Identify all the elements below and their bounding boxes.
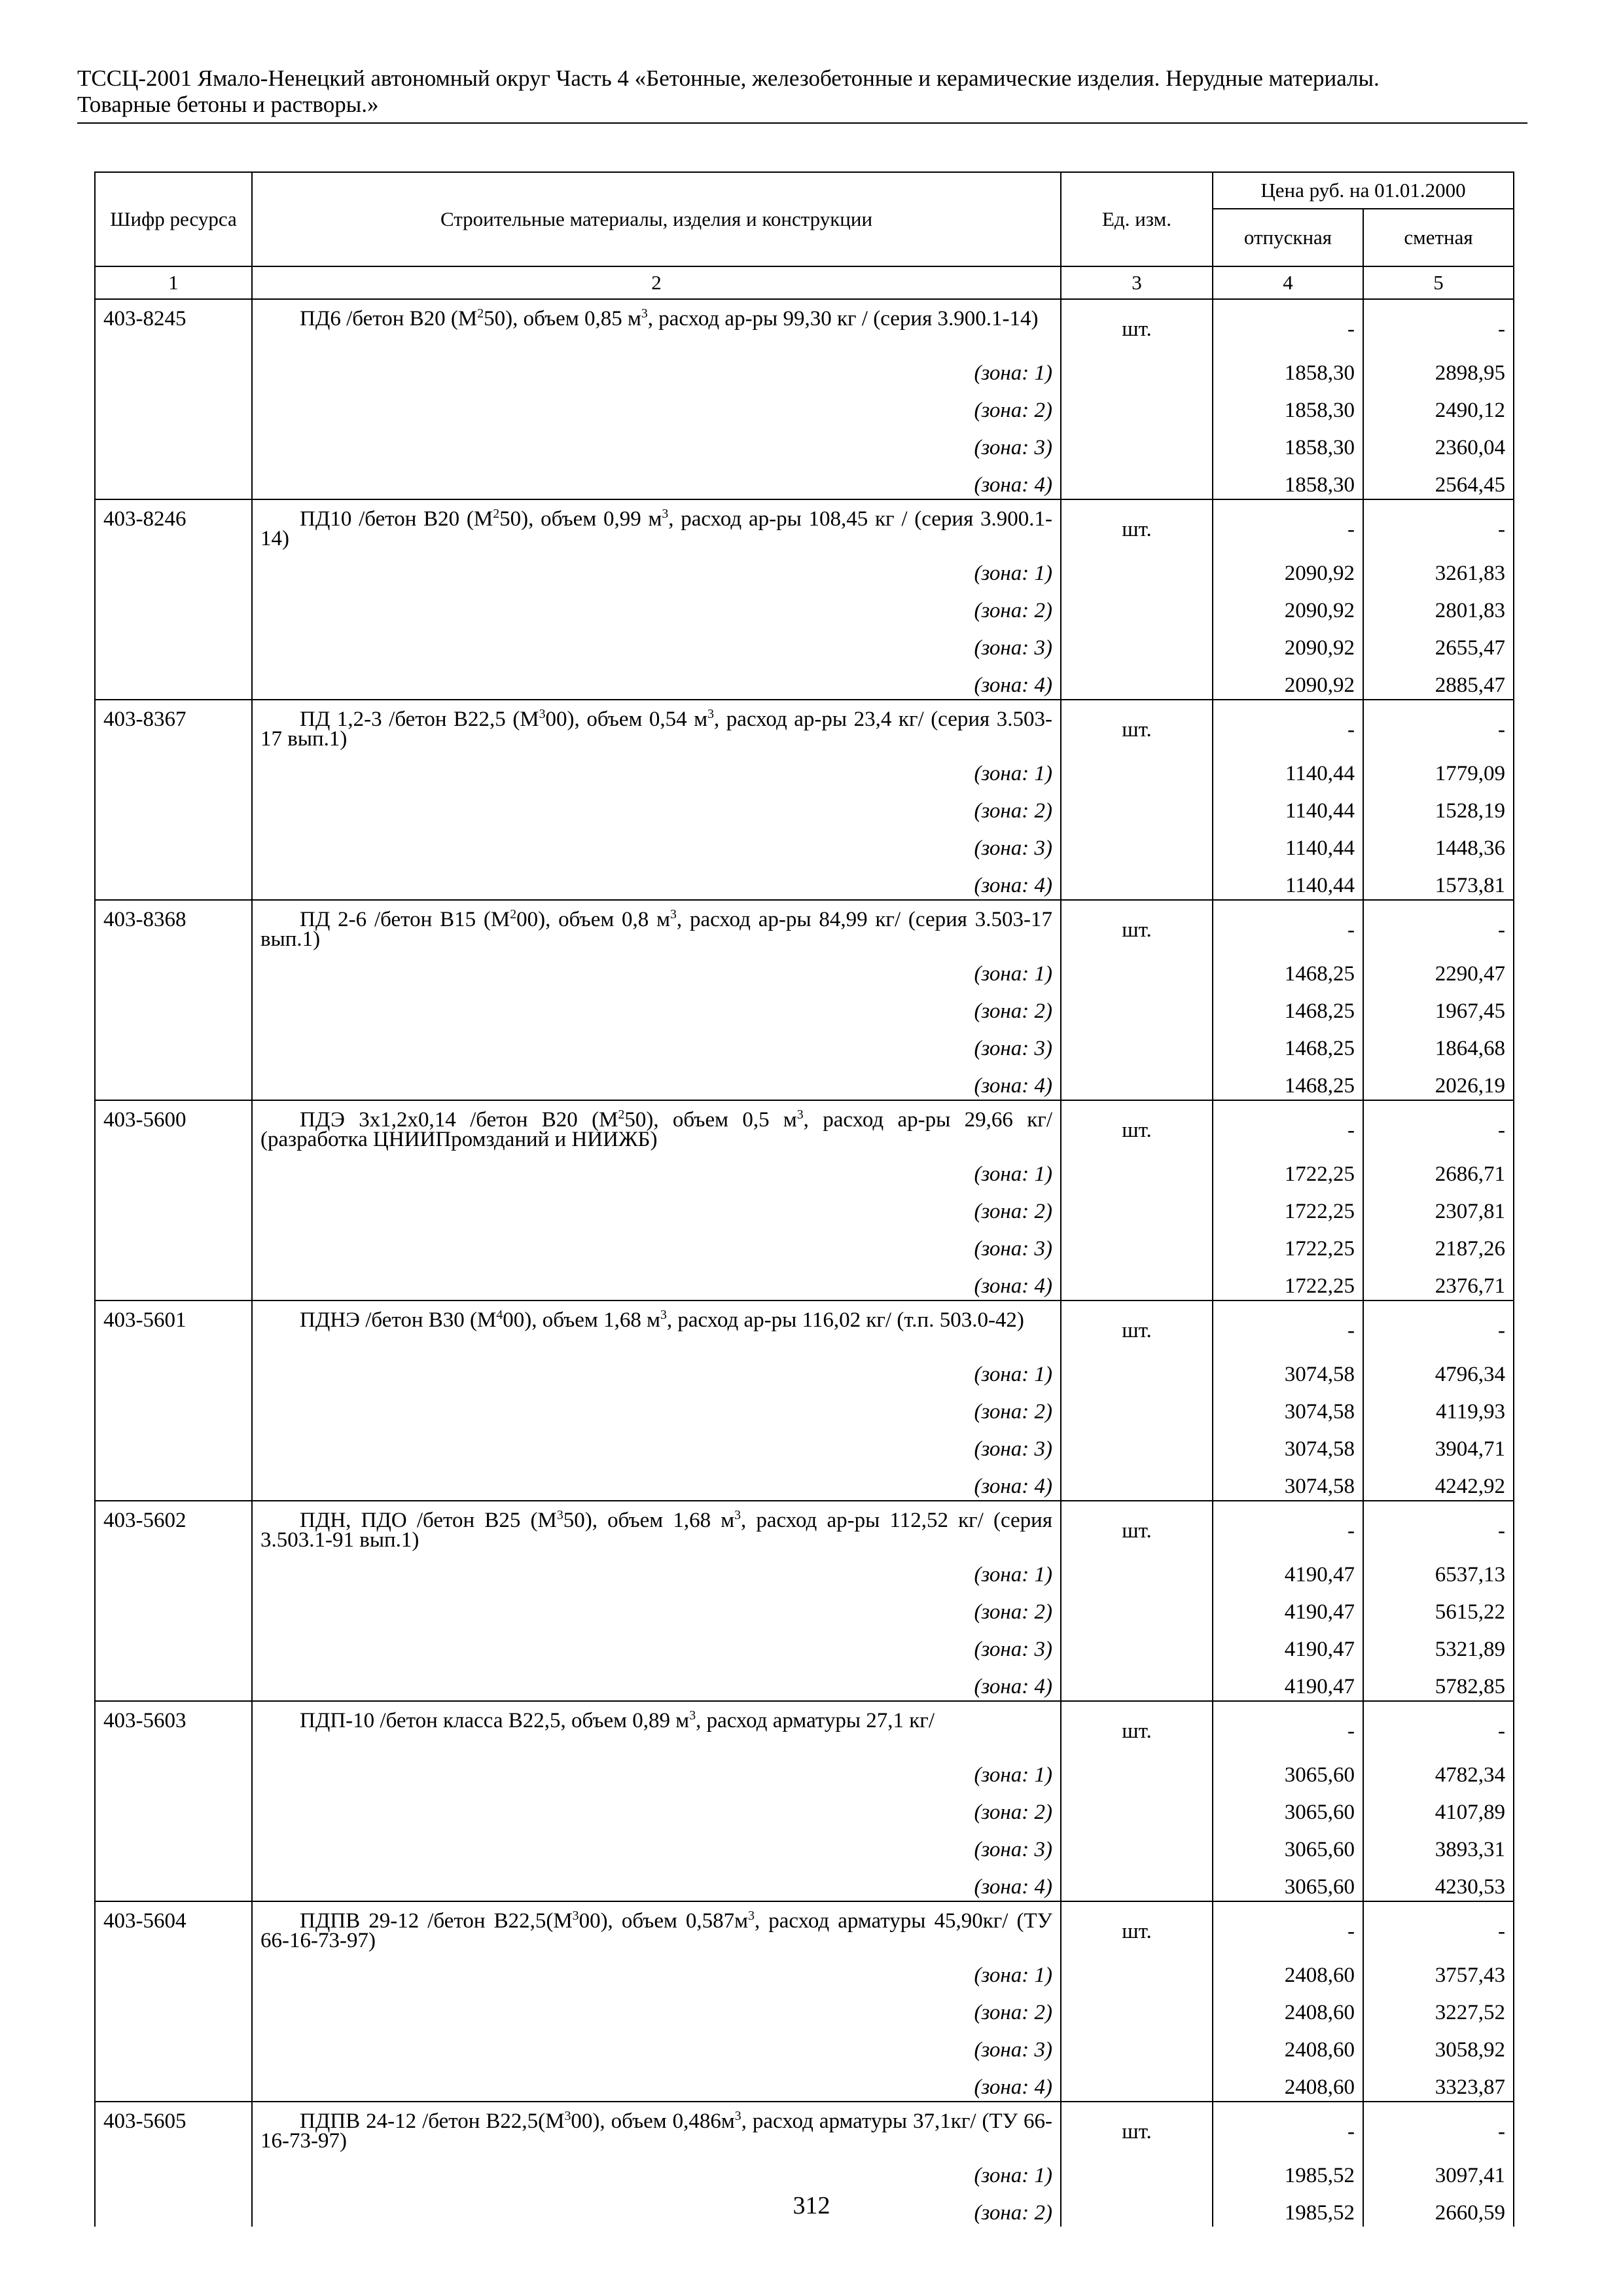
zone-row	[95, 1751, 1514, 1789]
zone-unit-cell	[1061, 1188, 1213, 1225]
zone-row	[95, 750, 1514, 787]
zone-estimate-price: 5615,22	[1363, 1588, 1514, 1626]
release-price: -	[1213, 1501, 1363, 1551]
zone-estimate-price: 4230,53	[1363, 1863, 1514, 1901]
zone-release-price: 1722,25	[1213, 1263, 1363, 1300]
zone-unit-cell	[1061, 587, 1213, 624]
estimate-price: -	[1363, 1501, 1514, 1551]
zone-estimate-price: 2026,19	[1363, 1062, 1514, 1100]
zone-unit-cell	[1061, 1626, 1213, 1663]
zone-label: (зона: 2)	[252, 387, 1061, 424]
zone-unit-cell	[1061, 1062, 1213, 1100]
zone-unit-cell	[1061, 1463, 1213, 1501]
zone-unit-cell	[1061, 1263, 1213, 1300]
zone-label: (зона: 3)	[252, 1426, 1061, 1463]
zone-unit-cell	[1061, 2026, 1213, 2064]
zone-label: (зона: 3)	[252, 1025, 1061, 1062]
zone-row	[95, 825, 1514, 862]
zone-label: (зона: 2)	[252, 1989, 1061, 2026]
zone-label: (зона: 4)	[252, 862, 1061, 900]
zone-label: (зона: 1)	[252, 1351, 1061, 1388]
zone-unit-cell	[1061, 1025, 1213, 1062]
resource-code: 403-8246	[95, 499, 252, 700]
zone-estimate-price: 3323,87	[1363, 2064, 1514, 2102]
release-price: -	[1213, 2102, 1363, 2152]
col-number-5: 5	[1363, 266, 1514, 299]
zone-row	[95, 988, 1514, 1025]
zone-label: (зона: 3)	[252, 1225, 1061, 1263]
zone-row	[95, 1626, 1514, 1663]
zone-unit-cell	[1061, 1151, 1213, 1188]
zone-unit-cell	[1061, 1663, 1213, 1701]
zone-unit-cell	[1061, 1989, 1213, 2026]
zone-label: (зона: 1)	[252, 1551, 1061, 1588]
zone-estimate-price: 2307,81	[1363, 1188, 1514, 1225]
zone-label: (зона: 2)	[252, 1588, 1061, 1626]
resource-unit: шт.	[1061, 1701, 1213, 1751]
resource-unit: шт.	[1061, 499, 1213, 550]
estimate-price: -	[1363, 499, 1514, 550]
zone-release-price: 4190,47	[1213, 1588, 1363, 1626]
zone-row	[95, 1989, 1514, 2026]
release-price: -	[1213, 700, 1363, 750]
zone-estimate-price: 3893,31	[1363, 1826, 1514, 1863]
zone-release-price: 2090,92	[1213, 624, 1363, 662]
table-row	[95, 1100, 1514, 1151]
resource-code: 403-8368	[95, 900, 252, 1100]
zone-row	[95, 350, 1514, 387]
resource-description: ПД10 /бетон В20 $(М^250)$, объем 0,99 $м^3$, расход ар-ры 108,45 кг / (серия 3.900.1-14)	[252, 499, 1061, 550]
zone-label: (зона: 1)	[252, 750, 1061, 787]
table-row	[95, 1701, 1514, 1751]
zone-row	[95, 1225, 1514, 1263]
resource-description: ПДПВ 24-12 /бетон $В22,5(М^300)$, объем $0,486м^3$, расход арматуры 37,1кг/ (ТУ 66-16-73-97)	[252, 2102, 1061, 2152]
col-header-name: Строительные материалы, изделия и конструкции	[252, 172, 1061, 266]
header-line-2: Товарные бетоны и растворы.»	[77, 92, 379, 117]
zone-row	[95, 1588, 1514, 1626]
zone-label: (зона: 4)	[252, 1663, 1061, 1701]
col-header-release: отпускная	[1213, 209, 1363, 266]
zone-unit-cell	[1061, 2152, 1213, 2189]
zone-unit-cell	[1061, 787, 1213, 825]
zone-unit-cell	[1061, 1388, 1213, 1426]
zone-unit-cell	[1061, 1751, 1213, 1789]
zone-release-price: 1140,44	[1213, 787, 1363, 825]
estimate-price: -	[1363, 700, 1514, 750]
zone-label: (зона: 2)	[252, 787, 1061, 825]
zone-unit-cell	[1061, 1351, 1213, 1388]
zone-release-price: 3065,60	[1213, 1789, 1363, 1826]
zone-label: (зона: 1)	[252, 1952, 1061, 1989]
zone-estimate-price: 1779,09	[1363, 750, 1514, 787]
zone-label: (зона: 3)	[252, 424, 1061, 461]
table-row	[95, 1300, 1514, 1351]
resource-description: ПД 2-6 /бетон В15 $(М^200)$, объем 0,8 $м^3$, расход ар-ры 84,99 кг/ (серия 3.503-17 вып.1)	[252, 900, 1061, 950]
zone-unit-cell	[1061, 1588, 1213, 1626]
release-price: -	[1213, 1701, 1363, 1751]
resource-code: 403-5605	[95, 2102, 252, 2227]
zone-estimate-price: 4782,34	[1363, 1751, 1514, 1789]
col-number-2: 2	[252, 266, 1061, 299]
zone-release-price: 3065,60	[1213, 1751, 1363, 1789]
zone-estimate-price: 2360,04	[1363, 424, 1514, 461]
zone-row	[95, 387, 1514, 424]
zone-release-price: 1468,25	[1213, 950, 1363, 988]
zone-label: (зона: 2)	[252, 1388, 1061, 1426]
estimate-price: -	[1363, 1300, 1514, 1351]
zone-row	[95, 1863, 1514, 1901]
zone-estimate-price: 2660,59	[1363, 2189, 1514, 2227]
zone-estimate-price: 5321,89	[1363, 1626, 1514, 1663]
zone-unit-cell	[1061, 1952, 1213, 1989]
resource-code: 403-8367	[95, 700, 252, 900]
release-price: -	[1213, 299, 1363, 350]
resource-unit: шт.	[1061, 900, 1213, 950]
zone-row	[95, 1025, 1514, 1062]
zone-estimate-price: 2490,12	[1363, 387, 1514, 424]
zone-unit-cell	[1061, 1826, 1213, 1863]
zone-label: (зона: 1)	[252, 2152, 1061, 2189]
zone-label: (зона: 1)	[252, 1151, 1061, 1188]
zone-row	[95, 1789, 1514, 1826]
resource-code: 403-5601	[95, 1300, 252, 1501]
zone-label: (зона: 1)	[252, 950, 1061, 988]
table-row	[95, 1501, 1514, 1551]
zone-estimate-price: 4242,92	[1363, 1463, 1514, 1501]
zone-release-price: 2408,60	[1213, 1989, 1363, 2026]
release-price: -	[1213, 900, 1363, 950]
resource-description: ПДНЭ /бетон В30 $(М^400)$, объем 1,68 $м^3$, расход ар-ры 116,02 кг/ (т.п. 503.0-42)	[252, 1300, 1061, 1351]
zone-release-price: 1858,30	[1213, 387, 1363, 424]
zone-label: (зона: 4)	[252, 1263, 1061, 1300]
zone-estimate-price: 4796,34	[1363, 1351, 1514, 1388]
zone-row	[95, 1151, 1514, 1188]
resource-description: ПДП-10 /бетон класса В22,5, объем 0,89 $м^3$, расход арматуры 27,1 кг/	[252, 1701, 1061, 1751]
zone-estimate-price: 4107,89	[1363, 1789, 1514, 1826]
zone-release-price: 2090,92	[1213, 662, 1363, 700]
zone-unit-cell	[1061, 2064, 1213, 2102]
zone-unit-cell	[1061, 825, 1213, 862]
zone-unit-cell	[1061, 350, 1213, 387]
zone-row	[95, 624, 1514, 662]
zone-label: (зона: 2)	[252, 1789, 1061, 1826]
resource-table	[94, 171, 1514, 2227]
zone-estimate-price: 3757,43	[1363, 1952, 1514, 1989]
table-row	[95, 700, 1514, 750]
zone-row	[95, 662, 1514, 700]
zone-row	[95, 787, 1514, 825]
zone-release-price: 3065,60	[1213, 1826, 1363, 1863]
zone-estimate-price: 3097,41	[1363, 2152, 1514, 2189]
zone-unit-cell	[1061, 1426, 1213, 1463]
zone-row	[95, 1263, 1514, 1300]
zone-estimate-price: 2686,71	[1363, 1151, 1514, 1188]
zone-unit-cell	[1061, 1863, 1213, 1901]
resource-description: ПДПВ 29-12 /бетон $В22,5(М^300)$, объем $0,587м^3$, расход арматуры 45,90кг/ (ТУ 66-16-73-97)	[252, 1901, 1061, 1952]
zone-row	[95, 424, 1514, 461]
resource-code: 403-5600	[95, 1100, 252, 1300]
zone-row	[95, 2152, 1514, 2189]
zone-release-price: 2090,92	[1213, 550, 1363, 587]
zone-row	[95, 461, 1514, 499]
zone-release-price: 1722,25	[1213, 1188, 1363, 1225]
zone-estimate-price: 4119,93	[1363, 1388, 1514, 1426]
zone-row	[95, 1663, 1514, 1701]
zone-release-price: 1722,25	[1213, 1151, 1363, 1188]
zone-release-price: 1140,44	[1213, 862, 1363, 900]
table-body	[95, 299, 1514, 2227]
resource-unit: шт.	[1061, 299, 1213, 350]
resource-unit: шт.	[1061, 2102, 1213, 2152]
zone-label: (зона: 3)	[252, 1826, 1061, 1863]
estimate-price: -	[1363, 299, 1514, 350]
resource-description: ПД 1,2-3 /бетон В22,5 $(М^300)$, объем 0,54 $м^3$, расход ар-ры 23,4 кг/ (серия 3.503-17 вып.1)	[252, 700, 1061, 750]
zone-row	[95, 1426, 1514, 1463]
zone-estimate-price: 3904,71	[1363, 1426, 1514, 1463]
zone-estimate-price: 1967,45	[1363, 988, 1514, 1025]
resource-description: ПД6 /бетон В20 $(М^250)$, объем 0,85 $м^3$, расход ар-ры 99,30 кг / (серия 3.900.1-14)	[252, 299, 1061, 350]
zone-label: (зона: 4)	[252, 461, 1061, 499]
table-row	[95, 900, 1514, 950]
release-price: -	[1213, 1100, 1363, 1151]
zone-estimate-price: 1528,19	[1363, 787, 1514, 825]
zone-release-price: 2090,92	[1213, 587, 1363, 624]
zone-release-price: 4190,47	[1213, 1626, 1363, 1663]
release-price: -	[1213, 1300, 1363, 1351]
zone-release-price: 1858,30	[1213, 424, 1363, 461]
zone-unit-cell	[1061, 1551, 1213, 1588]
zone-release-price: 2408,60	[1213, 2026, 1363, 2064]
col-header-estimate: сметная	[1363, 209, 1514, 266]
zone-row	[95, 1188, 1514, 1225]
zone-row	[95, 2064, 1514, 2102]
zone-estimate-price: 2187,26	[1363, 1225, 1514, 1263]
zone-row	[95, 862, 1514, 900]
table-row	[95, 2102, 1514, 2152]
zone-release-price: 2408,60	[1213, 2064, 1363, 2102]
zone-estimate-price: 2898,95	[1363, 350, 1514, 387]
resource-code: 403-8245	[95, 299, 252, 499]
zone-label: (зона: 2)	[252, 1188, 1061, 1225]
zone-label: (зона: 4)	[252, 1863, 1061, 1901]
zone-unit-cell	[1061, 988, 1213, 1025]
resource-unit: шт.	[1061, 1100, 1213, 1151]
zone-estimate-price: 1573,81	[1363, 862, 1514, 900]
zone-release-price: 1985,52	[1213, 2189, 1363, 2227]
zone-estimate-price: 2801,83	[1363, 587, 1514, 624]
zone-estimate-price: 2290,47	[1363, 950, 1514, 988]
zone-label: (зона: 2)	[252, 587, 1061, 624]
zone-estimate-price: 3058,92	[1363, 2026, 1514, 2064]
estimate-price: -	[1363, 2102, 1514, 2152]
zone-unit-cell	[1061, 461, 1213, 499]
zone-row	[95, 1388, 1514, 1426]
zone-release-price: 1140,44	[1213, 825, 1363, 862]
document-header	[77, 65, 1530, 118]
zone-label: (зона: 2)	[252, 2189, 1061, 2227]
zone-release-price: 1468,25	[1213, 1062, 1363, 1100]
zone-label: (зона: 4)	[252, 662, 1061, 700]
header-rule	[77, 122, 1527, 124]
zone-estimate-price: 3261,83	[1363, 550, 1514, 587]
zone-release-price: 1468,25	[1213, 988, 1363, 1025]
zone-label: (зона: 1)	[252, 550, 1061, 587]
zone-row	[95, 587, 1514, 624]
zone-label: (зона: 4)	[252, 2064, 1061, 2102]
release-price: -	[1213, 1901, 1363, 1952]
zone-label: (зона: 3)	[252, 624, 1061, 662]
resource-code: 403-5604	[95, 1901, 252, 2102]
zone-label: (зона: 1)	[252, 1751, 1061, 1789]
header-line-1: ТССЦ-2001 Ямало-Ненецкий автономный округ Часть 4 «Бетонные, железобетонные и керамические изделия. Нерудные материалы.	[77, 65, 1380, 91]
zone-label: (зона: 4)	[252, 1463, 1061, 1501]
zone-release-price: 2408,60	[1213, 1952, 1363, 1989]
resource-unit: шт.	[1061, 700, 1213, 750]
zone-release-price: 3074,58	[1213, 1463, 1363, 1501]
zone-unit-cell	[1061, 550, 1213, 587]
zone-estimate-price: 1864,68	[1363, 1025, 1514, 1062]
resource-code: 403-5603	[95, 1701, 252, 1901]
zone-estimate-price: 3227,52	[1363, 1989, 1514, 2026]
zone-row	[95, 1351, 1514, 1388]
zone-unit-cell	[1061, 750, 1213, 787]
zone-release-price: 3074,58	[1213, 1388, 1363, 1426]
zone-row	[95, 950, 1514, 988]
zone-row	[95, 1952, 1514, 1989]
zone-release-price: 3074,58	[1213, 1426, 1363, 1463]
zone-release-price: 1858,30	[1213, 350, 1363, 387]
zone-label: (зона: 1)	[252, 350, 1061, 387]
zone-unit-cell	[1061, 1225, 1213, 1263]
estimate-price: -	[1363, 1701, 1514, 1751]
col-header-price: Цена руб. на 01.01.2000	[1213, 172, 1514, 209]
zone-row	[95, 550, 1514, 587]
zone-estimate-price: 6537,13	[1363, 1551, 1514, 1588]
zone-release-price: 1858,30	[1213, 461, 1363, 499]
table-row	[95, 299, 1514, 350]
zone-label: (зона: 2)	[252, 988, 1061, 1025]
zone-release-price: 4190,47	[1213, 1663, 1363, 1701]
zone-estimate-price: 1448,36	[1363, 825, 1514, 862]
zone-row	[95, 1551, 1514, 1588]
col-number-1: 1	[95, 266, 252, 299]
zone-release-price: 4190,47	[1213, 1551, 1363, 1588]
zone-release-price: 1140,44	[1213, 750, 1363, 787]
col-header-code: Шифр ресурса	[95, 172, 252, 266]
zone-row	[95, 1826, 1514, 1863]
zone-label: (зона: 3)	[252, 2026, 1061, 2064]
zone-unit-cell	[1061, 950, 1213, 988]
zone-unit-cell	[1061, 862, 1213, 900]
zone-release-price: 1722,25	[1213, 1225, 1363, 1263]
estimate-price: -	[1363, 1100, 1514, 1151]
resource-unit: шт.	[1061, 1300, 1213, 1351]
table-row	[95, 499, 1514, 550]
zone-estimate-price: 2376,71	[1363, 1263, 1514, 1300]
col-number-3: 3	[1061, 266, 1213, 299]
release-price: -	[1213, 499, 1363, 550]
zone-release-price: 3074,58	[1213, 1351, 1363, 1388]
zone-release-price: 1985,52	[1213, 2152, 1363, 2189]
zone-unit-cell	[1061, 662, 1213, 700]
resource-description: ПДЭ 3х1,2х0,14 /бетон В20 $(М^250)$, объем 0,5 $м^3$, расход ар-ры 29,66 кг/ (разработка ЦНИИПромзданий и НИИЖБ)	[252, 1100, 1061, 1151]
resource-unit: шт.	[1061, 1901, 1213, 1952]
zone-unit-cell	[1061, 1789, 1213, 1826]
table-row	[95, 1901, 1514, 1952]
zone-estimate-price: 2655,47	[1363, 624, 1514, 662]
zone-unit-cell	[1061, 387, 1213, 424]
zone-release-price: 1468,25	[1213, 1025, 1363, 1062]
zone-row	[95, 2026, 1514, 2064]
zone-release-price: 3065,60	[1213, 1863, 1363, 1901]
zone-label: (зона: 3)	[252, 825, 1061, 862]
estimate-price: -	[1363, 1901, 1514, 1952]
zone-row	[95, 1463, 1514, 1501]
zone-label: (зона: 3)	[252, 1626, 1061, 1663]
resource-code: 403-5602	[95, 1501, 252, 1701]
col-header-unit: Ед. изм.	[1061, 172, 1213, 266]
zone-unit-cell	[1061, 424, 1213, 461]
zone-estimate-price: 2885,47	[1363, 662, 1514, 700]
resource-unit: шт.	[1061, 1501, 1213, 1551]
zone-estimate-price: 5782,85	[1363, 1663, 1514, 1701]
col-number-4: 4	[1213, 266, 1363, 299]
estimate-price: -	[1363, 900, 1514, 950]
zone-label: (зона: 4)	[252, 1062, 1061, 1100]
zone-estimate-price: 2564,45	[1363, 461, 1514, 499]
resource-description: ПДН, ПДО /бетон В25 $(М^350)$, объем 1,68 $м^3$, расход ар-ры 112,52 кг/ (серия 3.503.1-91 вып.1)	[252, 1501, 1061, 1551]
page-number: 312	[793, 2192, 830, 2219]
zone-row	[95, 1062, 1514, 1100]
zone-unit-cell	[1061, 624, 1213, 662]
